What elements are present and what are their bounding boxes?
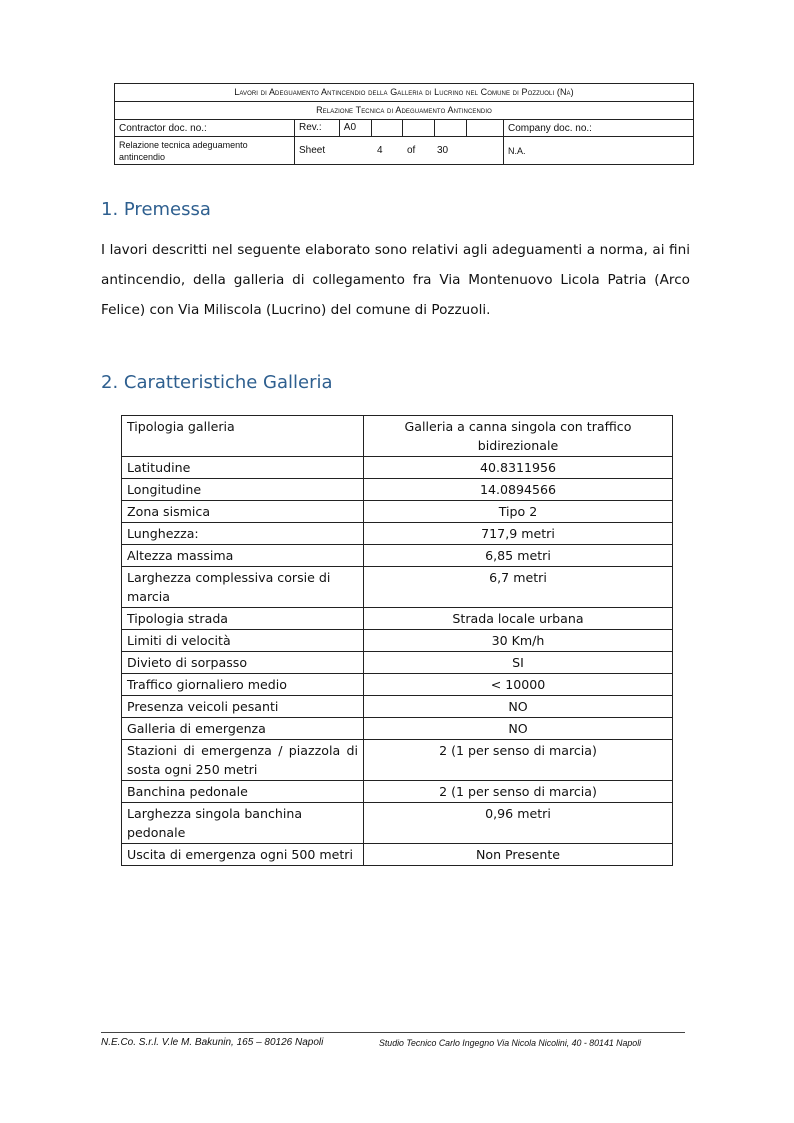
spec-value: 0,96 metri [364, 803, 673, 844]
premessa-paragraph: I lavori descritti nel seguente elaborato sono relativi agli adeguamenti a norma, ai fini antincendio, della galleria di collegamento fra Via Montenuovo Licola Patria (Arco Felice) con Via Miliscola (Lucrino) del comune di Pozzuoli. [101, 242, 690, 318]
company-doc-label: Company doc. no.: [504, 120, 693, 137]
contractor-doc-value: Relazione tecnica adeguamento antincendio [119, 140, 248, 162]
section-heading-premessa: 1. Premessa [101, 199, 211, 220]
spec-value: 6,7 metri [364, 567, 673, 608]
sheet-label: Sheet [299, 145, 326, 156]
table-row [122, 457, 673, 479]
table-row [122, 608, 673, 630]
spec-label: Stazioni di emergenza / piazzola di sosta ogni 250 metri [122, 740, 364, 781]
footer-company-left: N.E.Co. S.r.l. V.le M. Bakunin, 165 – 80126 Napoli [101, 1037, 324, 1048]
spec-value: 6,85 metri [364, 545, 673, 567]
table-row [122, 523, 673, 545]
spec-label: Lunghezza: [122, 523, 364, 545]
table-row [122, 844, 673, 866]
spec-value: NO [364, 696, 673, 718]
section-heading-caratteristiche: 2. Caratteristiche Galleria [101, 372, 333, 393]
spec-label: Longitudine [122, 479, 364, 501]
table-row [122, 781, 673, 803]
spec-label: Zona sismica [122, 501, 364, 523]
document-title: Relazione Tecnica di Adeguamento Antincendio [115, 102, 693, 120]
revision-value: A0 [340, 120, 372, 136]
spec-label: Banchina pedonale [122, 781, 364, 803]
spec-label: Larghezza singola banchina pedonale [122, 803, 364, 844]
document-header-table [114, 83, 694, 165]
table-row [122, 674, 673, 696]
table-row [122, 696, 673, 718]
sheet-total: 30 [437, 145, 449, 156]
spec-value: Strada locale urbana [364, 608, 673, 630]
sheet-number: 4 [377, 145, 383, 156]
table-row [122, 416, 673, 457]
gallery-specs-table [121, 415, 673, 866]
spec-value: SI [364, 652, 673, 674]
spec-value: Tipo 2 [364, 501, 673, 523]
revision-empty-cell [372, 120, 404, 136]
spec-label: Tipologia galleria [122, 416, 364, 457]
spec-label: Galleria di emergenza [122, 718, 364, 740]
spec-value: 717,9 metri [364, 523, 673, 545]
spec-value: 14.0894566 [364, 479, 673, 501]
spec-value: Galleria a canna singola con traffico bidirezionale [364, 416, 673, 457]
project-title: Lavori di Adeguamento Antincendio della Galleria di Lucrino nel Comune di Pozzuoli (Na) [115, 84, 693, 102]
spec-value: 2 (1 per senso di marcia) [364, 740, 673, 781]
sheet-of: of [407, 145, 416, 156]
footer-company-right: Studio Tecnico Carlo Ingegno Via Nicola Nicolini, 40 - 80141 Napoli [379, 1038, 642, 1048]
contractor-doc-label: Contractor doc. no.: [115, 120, 294, 137]
spec-label: Altezza massima [122, 545, 364, 567]
spec-label: Traffico giornaliero medio [122, 674, 364, 696]
table-row [122, 630, 673, 652]
revision-empty-cell [435, 120, 467, 136]
spec-label: Divieto di sorpasso [122, 652, 364, 674]
revision-empty-cell [467, 120, 503, 136]
table-row [122, 652, 673, 674]
sheet-row [295, 137, 503, 164]
spec-value: 40.8311956 [364, 457, 673, 479]
table-row [122, 567, 673, 608]
spec-label: Limiti di velocità [122, 630, 364, 652]
table-row [122, 545, 673, 567]
table-row [122, 501, 673, 523]
spec-label: Larghezza complessiva corsie di marcia [122, 567, 364, 608]
page-footer [101, 1032, 685, 1048]
spec-value: 30 Km/h [364, 630, 673, 652]
spec-label: Uscita di emergenza ogni 500 metri [122, 844, 364, 866]
spec-label: Tipologia strada [122, 608, 364, 630]
spec-value: Non Presente [364, 844, 673, 866]
spec-value: 2 (1 per senso di marcia) [364, 781, 673, 803]
spec-value: < 10000 [364, 674, 673, 696]
revision-label: Rev.: [295, 120, 340, 136]
spec-label: Presenza veicoli pesanti [122, 696, 364, 718]
table-row [122, 803, 673, 844]
table-row [122, 740, 673, 781]
revision-row [295, 120, 503, 137]
table-row [122, 718, 673, 740]
table-row [122, 479, 673, 501]
spec-label: Latitudine [122, 457, 364, 479]
revision-empty-cell [403, 120, 435, 136]
spec-value: NO [364, 718, 673, 740]
company-doc-value: N.A. [508, 146, 526, 156]
